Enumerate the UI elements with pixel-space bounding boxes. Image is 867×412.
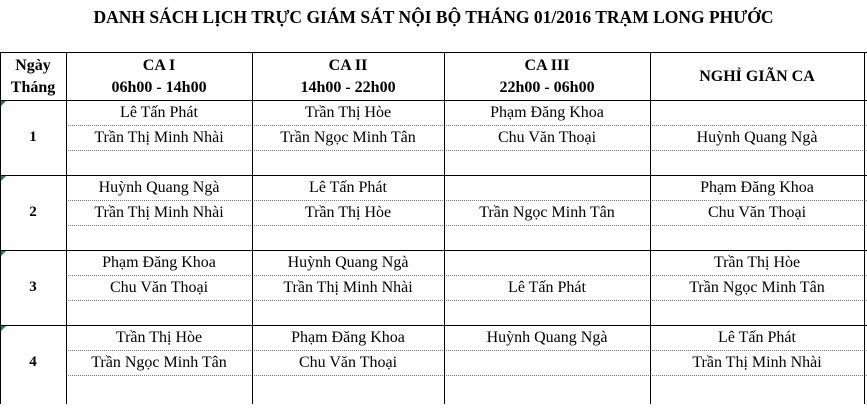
shift-name: CA I [142,57,176,74]
schedule-cell[interactable]: Chu Văn Thoại [298,354,398,371]
schedule-cell[interactable]: Lê Tấn Phát [508,279,586,296]
schedule-cell[interactable]: Phạm Đăng Khoa [291,329,405,346]
schedule-cell[interactable]: Phạm Đăng Khoa [700,179,814,196]
schedule-cell[interactable] [252,225,444,250]
header-day-label: Ngày [15,57,51,74]
schedule-cell[interactable]: Lê Tấn Phát [718,329,796,346]
schedule-cell[interactable]: Huỳnh Quang Ngà [98,179,220,196]
schedule-cell[interactable] [66,375,252,400]
cell-comment-marker [1,176,6,181]
schedule-cell[interactable]: Lê Tấn Phát [120,104,198,121]
cell-comment-marker [1,251,6,256]
header-shift-1 [66,55,252,99]
schedule-cell[interactable]: Trần Thị Minh Nhài [692,354,822,371]
row-divider [66,375,867,376]
grid-horizontal-line [0,175,867,176]
schedule-cell[interactable]: Huỳnh Quang Ngà [486,329,608,346]
schedule-cell[interactable]: Huỳnh Quang Ngà [287,254,409,271]
grid-vertical-line [864,52,865,404]
shift-time: 14h00 - 22h00 [300,79,396,96]
header-shift-3 [444,55,650,99]
schedule-cell[interactable] [252,375,444,400]
schedule-cell[interactable] [444,225,650,250]
schedule-cell[interactable]: Trần Thị Minh Nhài [94,129,224,146]
day-number: 1 [29,129,37,145]
schedule-cell[interactable]: Trần Ngọc Minh Tân [280,129,416,146]
cell-comment-marker [1,326,6,331]
row-divider [66,200,867,201]
day-number: 3 [29,279,37,295]
schedule-cell[interactable]: Trần Ngọc Minh Tân [689,279,825,296]
row-divider [66,300,867,301]
duty-schedule-table [0,52,867,412]
schedule-cell[interactable] [444,350,650,375]
schedule-cell[interactable]: Trần Thị Hòe [115,329,203,346]
shift-name: CA III [524,57,570,74]
schedule-cell[interactable] [252,150,444,175]
row-divider [66,125,867,126]
grid-vertical-line [444,52,445,404]
schedule-cell[interactable] [650,225,864,250]
row-divider [66,350,867,351]
shift-name: NGHỈ GIÃN CA [699,68,815,85]
day-number: 4 [29,354,37,370]
schedule-cell[interactable]: Phạm Đăng Khoa [102,254,216,271]
day-number: 2 [29,204,37,220]
schedule-cell[interactable] [66,225,252,250]
cell-comment-marker [1,101,6,106]
header-day-cell [0,55,66,99]
shift-time: 06h00 - 14h00 [111,79,207,96]
schedule-cell[interactable]: Chu Văn Thoại [497,129,597,146]
schedule-cell[interactable] [252,300,444,325]
schedule-cell[interactable] [66,150,252,175]
schedule-cell[interactable]: Huỳnh Quang Ngà [696,129,818,146]
schedule-cell[interactable] [650,375,864,400]
shift-time: 22h00 - 06h00 [499,79,595,96]
schedule-cell[interactable]: Chu Văn Thoại [707,204,807,221]
schedule-cell[interactable]: Lê Tấn Phát [309,179,387,196]
row-divider [66,275,867,276]
schedule-cell[interactable] [66,300,252,325]
schedule-cell[interactable]: Trần Thị Hòe [713,254,801,271]
row-divider [66,225,867,226]
grid-horizontal-line [0,100,867,101]
grid-vertical-line [0,52,1,404]
header-rest-shift [650,66,864,88]
grid-vertical-line [650,52,651,404]
schedule-cell[interactable]: Trần Thị Minh Nhài [283,279,413,296]
schedule-cell[interactable] [444,300,650,325]
shift-name: CA II [328,57,368,74]
schedule-cell[interactable] [444,150,650,175]
schedule-cell[interactable]: Trần Thị Hòe [304,104,392,121]
schedule-cell[interactable] [444,375,650,400]
grid-horizontal-line [0,325,867,326]
grid-vertical-line [252,52,253,404]
header-shift-2 [252,55,444,99]
schedule-cell[interactable] [444,175,650,200]
schedule-cell[interactable] [650,300,864,325]
schedule-cell[interactable]: Trần Ngọc Minh Tân [91,354,227,371]
schedule-cell[interactable]: Chu Văn Thoại [109,279,209,296]
header-month-label: Tháng [10,79,56,96]
schedule-cell[interactable]: Trần Thị Hòe [304,204,392,221]
schedule-cell[interactable] [650,100,864,125]
page-title: DANH SÁCH LỊCH TRỰC GIÁM SÁT NỘI BỘ THÁNG 01/2016 TRẠM LONG PHƯỚC [93,7,774,27]
schedule-cell[interactable] [444,250,650,275]
grid-horizontal-line [0,250,867,251]
grid-horizontal-line [0,52,867,53]
row-divider [66,150,867,151]
schedule-cell[interactable] [650,150,864,175]
schedule-cell[interactable]: Trần Thị Minh Nhài [94,204,224,221]
schedule-cell[interactable]: Trần Ngọc Minh Tân [479,204,615,221]
grid-vertical-line [66,52,67,404]
schedule-cell[interactable]: Phạm Đăng Khoa [490,104,604,121]
